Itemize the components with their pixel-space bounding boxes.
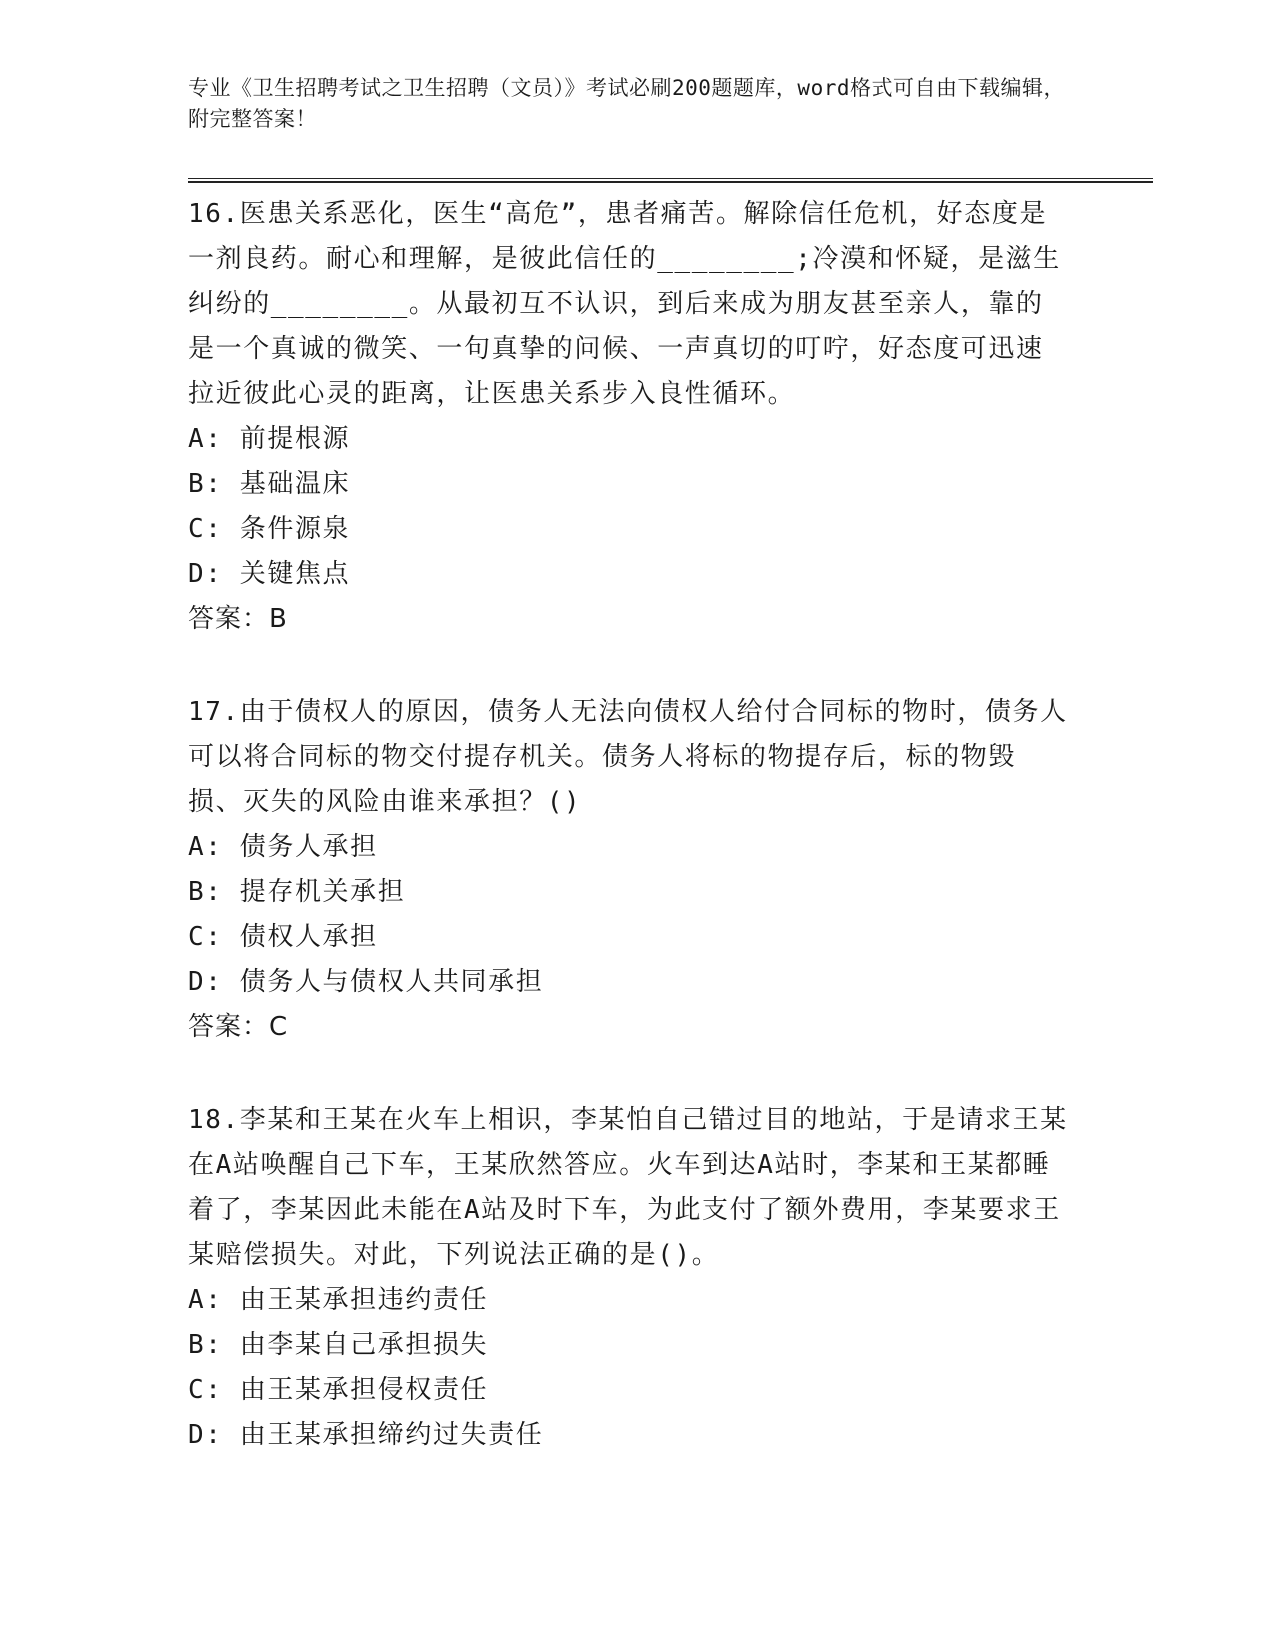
option-b: B: 由李某自己承担损失 [188,1330,489,1360]
option-c: C: 条件源泉 [188,514,351,544]
answer: 答案：C [188,1012,289,1042]
header-divider [188,178,1153,183]
question-16 [188,192,1068,642]
question-stem: 18.李某和王某在火车上相识，李某怕自己错过目的地站，于是请求王某在A站唤醒自己下车，王某欣然答应。火车到达A站时，李某和王某都睡着了，李某因此未能在A站及时下车，为此支付了额外费用，李某要求王某赔偿损失。对此，下列说法正确的是()。 [188,1105,1068,1270]
option-a: A: 前提根源 [188,424,351,454]
question-17 [188,690,1068,1050]
answer: 答案：B [188,604,288,634]
question-18 [188,1098,1068,1458]
option-c: C: 由王某承担侵权责任 [188,1375,489,1405]
option-b: B: 提存机关承担 [188,877,406,907]
option-a: A: 债务人承担 [188,832,378,862]
question-stem: 16.医患关系恶化，医生“高危”，患者痛苦。解除信任危机，好态度是一剂良药。耐心和理解，是彼此信任的________;冷漠和怀疑，是滋生纠纷的________。从最初互不认识，到后来成为朋友甚至亲人，靠的是一个真诚的微笑、一句真挚的问候、一声真切的叮咛，好态度可迅速拉近彼此心灵的距离，让医患关系步入良性循环。 [188,199,1061,409]
question-list [188,192,1068,1506]
page-header: 专业《卫生招聘考试之卫生招聘（文员）》考试必刷200题题库，word格式可自由下载编辑，附完整答案！ [188,76,1065,131]
question-stem: 17.由于债权人的原因，债务人无法向债权人给付合同标的物时，债务人可以将合同标的物交付提存机关。债务人将标的物提存后，标的物毁损、灭失的风险由谁来承担？() [188,697,1068,817]
option-c: C: 债权人承担 [188,922,378,952]
option-d: D: 债务人与债权人共同承担 [188,967,544,997]
option-d: D: 关键焦点 [188,559,351,589]
option-d: D: 由王某承担缔约过失责任 [188,1420,544,1450]
option-a: A: 由王某承担违约责任 [188,1285,489,1315]
option-b: B: 基础温床 [188,469,351,499]
